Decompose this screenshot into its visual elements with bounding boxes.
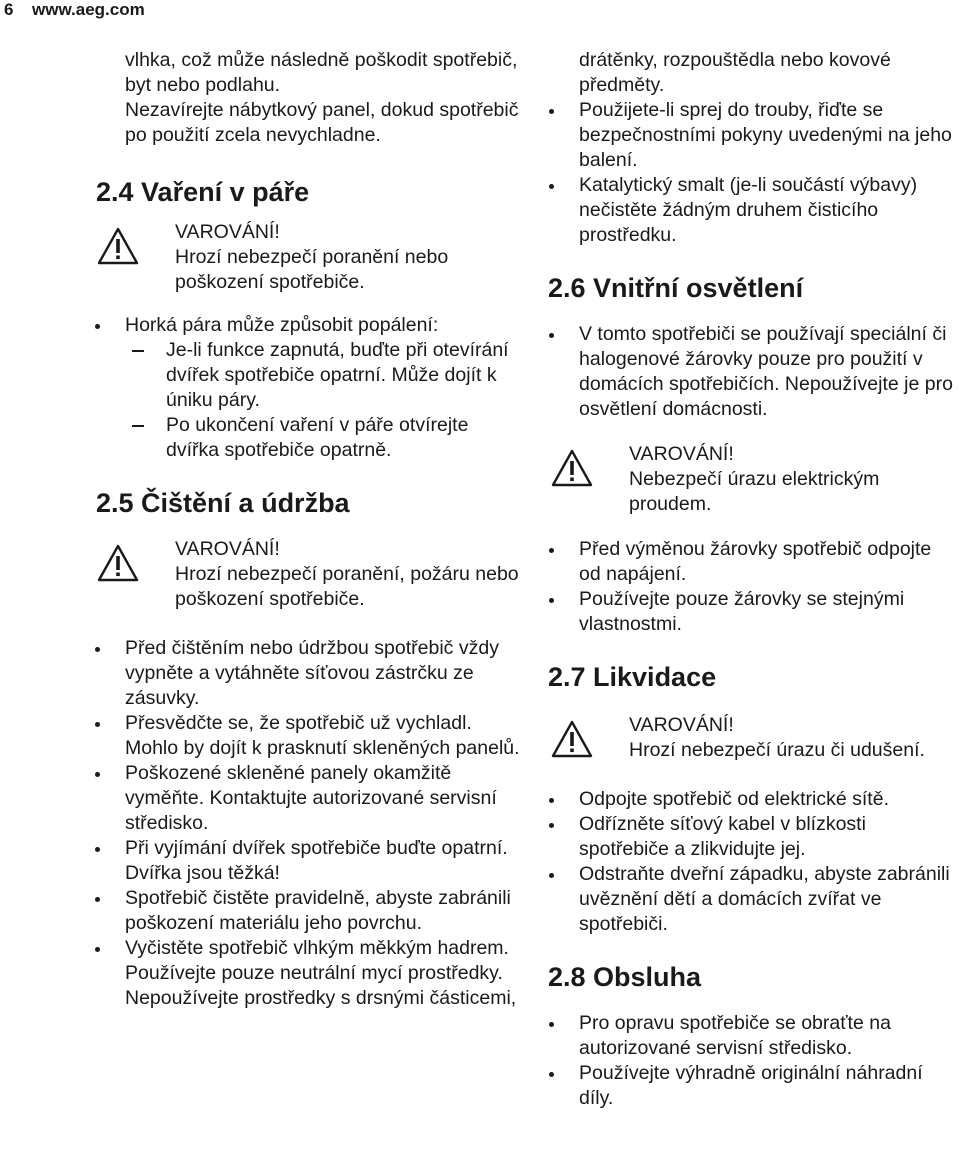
continued-text: drátěnky, rozpouštědla nebo kovové předměty. — [579, 49, 891, 96]
list-item: Poškozené skleněné panely okamžitě vyměňte. Kontaktujte autorizované servisní středisko. — [94, 761, 524, 836]
list-item: Při vyjímání dvířek spotřebiče buďte opatrní. Dvířka jsou těžká! — [94, 836, 524, 886]
list-item: Pro opravu spotřebiče se obraťte na autorizované servisní středisko. — [548, 1011, 958, 1061]
list-item: Katalytický smalt (je-li součástí výbavy) nečistěte žádným druhem čisticího prostředku. — [548, 173, 958, 248]
warning-triangle-icon — [96, 226, 140, 266]
warning-text: Hrozí nebezpečí úrazu či udušení. — [629, 739, 925, 761]
list-item: Odřízněte síťový kabel v blízkosti spotřebiče a zlikvidujte jej. — [548, 812, 958, 862]
bullet-list — [548, 787, 958, 937]
warning-triangle-icon — [550, 719, 594, 759]
list-item: Před čištěním nebo údržbou spotřebič vždy vypněte a vytáhněte síťovou zástrčku ze zásuvky. — [94, 636, 524, 711]
warning-triangle-icon — [96, 543, 140, 583]
section-heading-steam-cooking: 2.4 Vaření v páře — [96, 177, 310, 207]
list-item: Používejte výhradně originální náhradní díly. — [548, 1061, 958, 1111]
bullet-list — [548, 322, 958, 422]
list-item: Přesvědčte se, že spotřebič už vychladl. Mohlo by dojít k prasknutí skleněných panelů. — [94, 711, 524, 761]
warning-block — [548, 713, 958, 763]
warning-title: VAROVÁNÍ! — [629, 714, 734, 736]
bullet-list — [548, 537, 958, 637]
warning-text: Hrozí nebezpečí poranění nebo poškození spotřebiče. — [175, 246, 449, 293]
list-item: Je-li funkce zapnutá, buďte při otevírání dvířek spotřebiče opatrní. Může dojít k úniku páry. — [125, 338, 524, 413]
bullet-list — [548, 98, 958, 248]
warning-block — [94, 220, 524, 295]
list-item: Používejte pouze žárovky se stejnými vlastnostmi. — [548, 587, 958, 637]
list-item: Odstraňte dveřní západku, abyste zabránili uvěznění dětí a domácích zvířat ve spotřebiči. — [548, 862, 958, 937]
warning-title: VAROVÁNÍ! — [175, 221, 280, 243]
section-heading-service: 2.8 Obsluha — [548, 962, 702, 992]
bullet-list — [548, 1011, 958, 1111]
continued-text: vlhka, což může následně poškodit spotřebič, byt nebo podlahu. — [125, 49, 518, 96]
website-url: www.aeg.com — [32, 0, 145, 19]
list-item — [94, 313, 524, 463]
list-item: Odpojte spotřebič od elektrické sítě. — [548, 787, 958, 812]
bullet-list — [94, 636, 524, 1011]
warning-block — [548, 442, 958, 517]
list-item: Před výměnou žárovky spotřebič odpojte od napájení. — [548, 537, 958, 587]
warning-title: VAROVÁNÍ! — [175, 538, 280, 560]
dash-list — [125, 338, 524, 463]
list-item: Spotřebič čistěte pravidelně, abyste zabránili poškození materiálu jeho povrchu. — [94, 886, 524, 936]
warning-block — [94, 537, 524, 612]
list-item-text: Horká pára může způsobit popálení: — [125, 314, 439, 336]
list-item: V tomto spotřebiči se používají speciální či halogenové žárovky pouze pro použití v domácích spotřebičích. Nepoužívejte je pro osvětlení domácnosti. — [548, 322, 958, 422]
section-heading-disposal: 2.7 Likvidace — [548, 662, 717, 692]
bullet-list — [94, 313, 524, 463]
left-column — [94, 48, 524, 1011]
section-heading-cleaning: 2.5 Čištění a údržba — [96, 488, 350, 518]
warning-title: VAROVÁNÍ! — [629, 443, 734, 465]
continued-text: Nezavírejte nábytkový panel, dokud spotřebič po použití zcela nevychladne. — [125, 99, 519, 146]
right-column — [548, 48, 958, 1111]
list-item: Vyčistěte spotřebič vlhkým měkkým hadrem. Používejte pouze neutrální mycí prostředky. Nepoužívejte prostředky s drsnými částicemi, — [94, 936, 524, 1011]
list-item: Použijete-li sprej do trouby, řiďte se bezpečnostními pokyny uvedenými na jeho balení. — [548, 98, 958, 173]
page-number: 6 — [4, 0, 14, 19]
warning-text: Hrozí nebezpečí poranění, požáru nebo poškození spotřebiče. — [175, 563, 519, 610]
section-heading-interior-lighting: 2.6 Vnitřní osvětlení — [548, 273, 804, 303]
list-item: Po ukončení vaření v páře otvírejte dvířka spotřebiče opatrně. — [125, 413, 524, 463]
warning-text: Nebezpečí úrazu elektrickým proudem. — [629, 468, 880, 515]
warning-triangle-icon — [550, 448, 594, 488]
